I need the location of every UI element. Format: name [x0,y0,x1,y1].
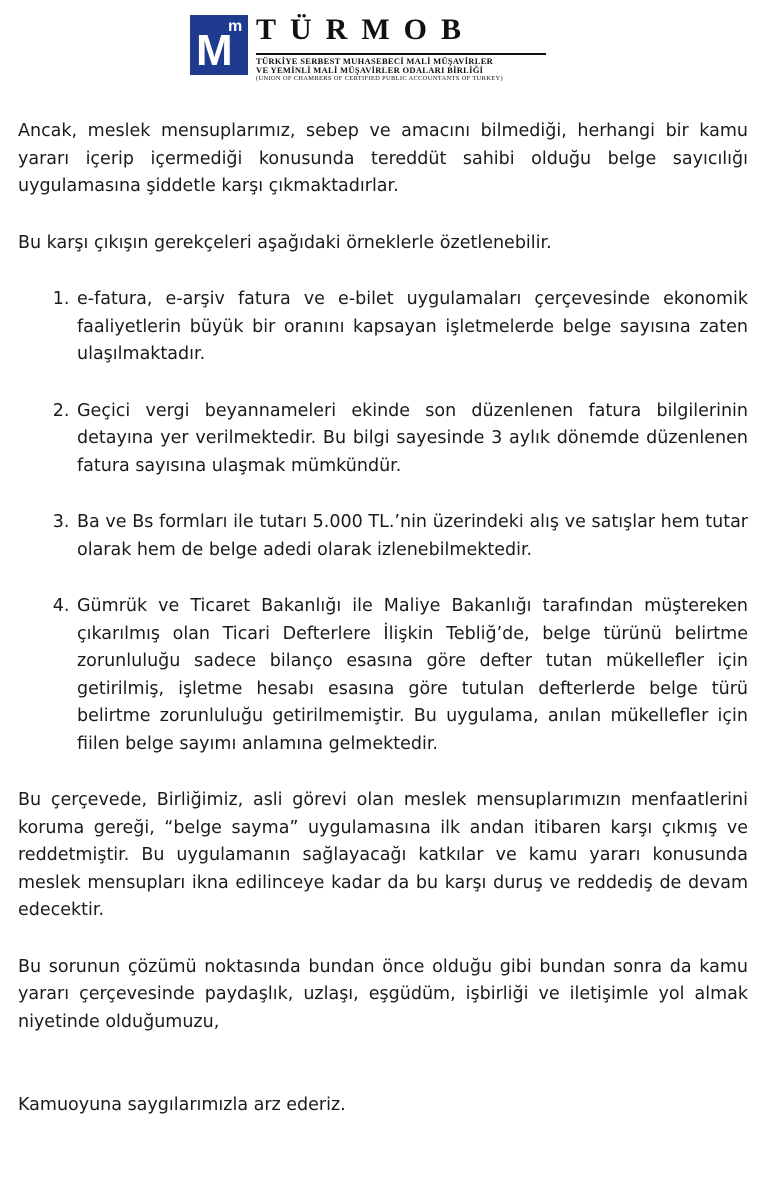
closing-line: Kamuoyuna saygılarımızla arz ederiz. [18,1095,346,1115]
logo-letter-big: M [196,26,233,75]
org-name: TÜRMOB [256,13,475,46]
paragraph-4: Bu sorunun çözümü noktasında bundan önce olduğu gibi bundan sonra da kamu yararı çerçevesinde paydaşlık, uzlaşı, eşgüdüm, işbirliği ve iletişimle yol almak niyetinde olduğumuzu, [18,956,748,1032]
document-body [18,118,748,1149]
turmob-logo [190,15,248,75]
list-item: 1. e-fatura, e-arşiv fatura ve e-bilet uygulamaları çerçevesinde ekonomik faaliyetlerin büyük bir oranını kapsayan işletmelerde belge sayısına zaten ulaşılmaktadır. [75,286,748,369]
logo-letter-small: m [228,18,243,35]
list-item: 3. Ba ve Bs formları ile tutarı 5.000 TL.’nin üzerindeki alış ve satışlar hem tutar olarak hem de belge adedi olarak izlenebilmektedir. [75,509,748,564]
paragraph-3: Bu çerçevede, Birliğimiz, asli görevi olan meslek mensuplarımızın menfaatlerini koruma gereği, “belge sayma” uygulamasına ilk andan itibaren karşı çıkmış ve reddetmiştir. Bu uygulamanın sağlayacağı katkılar ve kamu yararı konusunda meslek mensupları ikna edilinceye kadar da bu karşı duruş ve reddediş de devam edecektir. [18,790,748,920]
header-divider [256,53,546,55]
paragraph-1: Ancak, meslek mensuplarımız, sebep ve amacını bilmediği, herhangi bir kamu yararı içerip içermediği konusunda tereddüt sahibi olduğu belge sayıcılığı uygulamasına şiddetle karşı çıkmaktadırlar. [18,121,748,196]
reasons-list [18,286,748,758]
list-item: 2. Geçici vergi beyannameleri ekinde son düzenlenen fatura bilgilerinin detayına yer verilmektedir. Bu bilgi sayesinde 3 aylık dönemde düzenlenen fatura sayısına ulaşmak mümkündür. [75,398,748,481]
list-item: 4. Gümrük ve Ticaret Bakanlığı ile Maliye Bakanlığı tarafından müştereken çıkarılmış olan Ticari Defterlere İlişkin Tebliğ’de, belge türünü belirtme zorunluluğu sadece bilanço esasına göre defter tutan mükellefler için getirilmiş, işletme hesabı esasına göre tutulan defterlerde belge türü belirtme zorunluluğu getirilmemiştir. Bu uygulama, anılan mükellefler için fiilen belge sayımı anlamına gelmektedir. [75,593,748,758]
org-subtitle-line-3: (UNION OF CHAMBERS OF CERTIFIED PUBLIC ACCOUNTANTS OF TURKEY) [256,75,503,82]
letterhead [190,15,560,80]
paragraph-2: Bu karşı çıkışın gerekçeleri aşağıdaki örneklerle özetlenebilir. [18,232,552,253]
org-subtitle-line-1: TÜRKİYE SERBEST MUHASEBECİ MALİ MÜŞAVİRLER [256,56,494,66]
org-subtitle-line-2: VE YEMİNLİ MALİ MÜŞAVİRLER ODALARI BİRLİĞİ [256,65,484,75]
